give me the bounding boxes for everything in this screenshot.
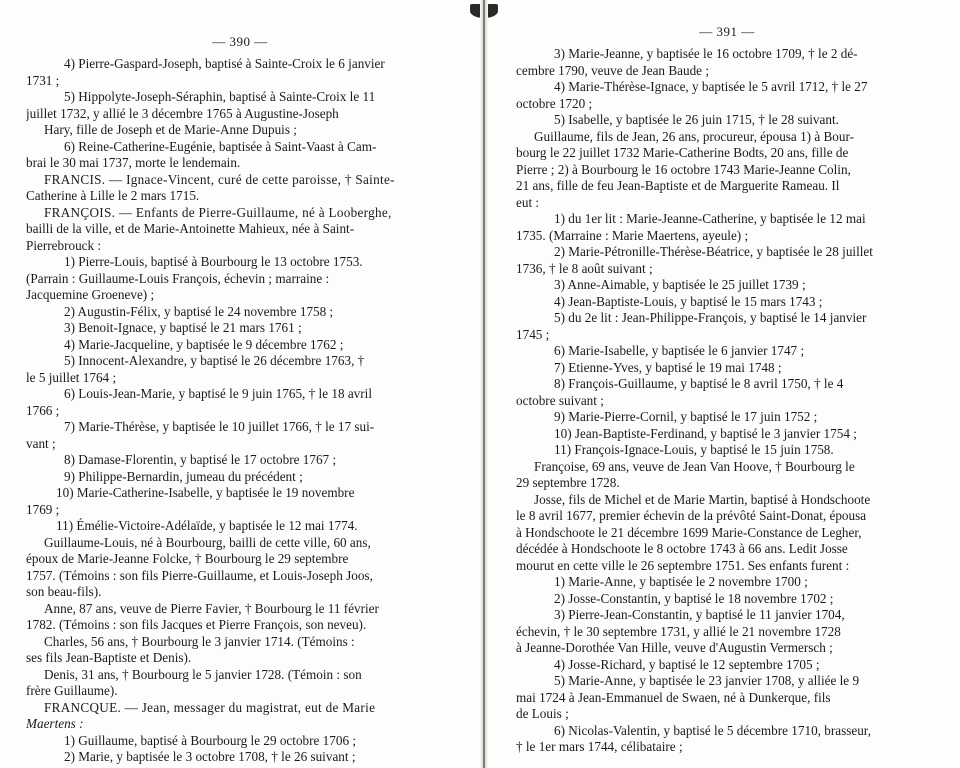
text-line: Catherine à Lille le 2 mars 1715. (26, 188, 200, 203)
text-line: eut : (516, 194, 540, 210)
text-line: mourut en cette ville le 26 septembre 1751. Ses enfants furent : (516, 557, 850, 573)
page-number-right: — 391 — (699, 24, 755, 39)
text-line: octobre suivant ; (516, 392, 604, 408)
text-line: cembre 1790, veuve de Jean Baude ; (516, 62, 709, 78)
text-line: 6) Reine-Catherine-Eugénie, baptisée à Saint-Vaast à Cam- (64, 138, 377, 154)
text-line: 5) Innocent-Alexandre, y baptisé le 26 décembre 1763, † (64, 353, 365, 368)
text-line: 5) du 2e lit : Jean-Philippe-François, y baptisé le 14 janvier (554, 310, 867, 325)
text-line: 3) Anne-Aimable, y baptisée le 25 juillet 1739 ; (554, 277, 806, 292)
text-line: FRANCQUE. — Jean, messager du magistrat, eut de Marie (44, 699, 376, 715)
text-line: Pierre ; 2) à Bourbourg le 16 octobre 1743 Marie-Jeanne Colin, (516, 161, 851, 177)
text-line: vant ; (26, 435, 56, 451)
text-line: 2) Marie-Pétronille-Thérèse-Béatrice, y baptisée le 28 juillet (554, 244, 873, 259)
text-line: 1) Pierre-Louis, baptisé à Bourbourg le 13 octobre 1753. (64, 254, 363, 269)
text-line: 1769 ; (26, 501, 60, 517)
text-line: 3) Benoit-Ignace, y baptisé le 21 mars 1761 ; (64, 320, 302, 335)
text-line: 1757. (Témoins : son fils Pierre-Guillaume, et Louis-Joseph Joos, (26, 567, 373, 583)
text-line: 7) Etienne-Yves, y baptisé le 19 mai 1748 ; (554, 359, 782, 375)
text-line: 1735. (Marraine : Marie Maertens, ayeule) ; (516, 227, 749, 243)
text-line: (Parrain : Guillaume-Louis François, échevin ; marraine : (26, 270, 330, 286)
text-line: 29 septembre 1728. (516, 475, 620, 490)
book-gutter (474, 0, 494, 768)
text-line: 5) Isabelle, y baptisée le 26 juin 1715, † le 28 suivant. (554, 112, 839, 127)
text-line: époux de Marie-Jeanne Folcke, † Bourbourg le 29 septembre (26, 551, 349, 566)
text-line: Pierrebrouck : (26, 237, 102, 253)
text-line: le 8 avril 1677, premier échevin de la prévôté Saint-Donat, épousa (516, 508, 867, 523)
text-line: 21 ans, fille de feu Jean-Baptiste et de Marguerite Rameau. Il (516, 178, 840, 193)
text-line: de Louis ; (516, 706, 569, 721)
text-line: 6) Marie-Isabelle, y baptisée le 6 janvier 1747 ; (554, 343, 805, 358)
text-line: brai le 30 mai 1737, morte le lendemain. (26, 155, 241, 170)
text-line: Guillaume-Louis, né à Bourbourg, bailli de cette ville, 60 ans, (44, 534, 371, 550)
text-line: 8) François-Guillaume, y baptisé le 8 avril 1750, † le 4 (554, 376, 844, 391)
text-line: 4) Jean-Baptiste-Louis, y baptisé le 15 mars 1743 ; (554, 293, 823, 309)
text-line: 9) Philippe-Bernardin, jumeau du précédent ; (64, 468, 303, 484)
text-line: 1745 ; (516, 326, 550, 342)
text-line: Hary, fille de Joseph et de Marie-Anne Dupuis ; (44, 122, 297, 137)
text-line: 1) Guillaume, baptisé à Bourbourg le 29 octobre 1706 ; (64, 732, 357, 748)
text-line: 1) du 1er lit : Marie-Jeanne-Catherine, y baptisée le 12 mai (554, 211, 866, 226)
text-line: 4) Marie-Jacqueline, y baptisée le 9 décembre 1762 ; (64, 336, 344, 352)
text-line: à Hondschoote le 21 décembre 1699 Marie-Constance de Legher, (516, 524, 862, 540)
text-line: mai 1724 à Jean-Emmanuel de Swaen, né à Dunkerque, fils (516, 689, 831, 705)
spine-shadow (480, 0, 488, 768)
text-line: 1766 ; (26, 402, 60, 418)
text-line: FRANCIS. — Ignace-Vincent, curé de cette paroisse, † Sainte- (44, 171, 395, 187)
text-line: le 5 juillet 1764 ; (26, 369, 117, 385)
text-line: 2) Marie, y baptisée le 3 octobre 1708, † le 26 suivant ; (64, 749, 356, 764)
text-line: 11) François-Ignace-Louis, y baptisé le 15 juin 1758. (554, 442, 834, 457)
text-line: 1782. (Témoins : son fils Jacques et Pierre François, son neveu). (26, 617, 367, 632)
text-line: Maertens : (26, 716, 84, 731)
text-line: son beau-fils). (26, 584, 102, 599)
text-line: à Jeanne-Dorothée Van Hille, veuve d'Augustin Vermersch ; (516, 640, 833, 655)
text-line: 10) Jean-Baptiste-Ferdinand, y baptisé le 3 janvier 1754 ; (554, 425, 857, 441)
text-line: Anne, 87 ans, veuve de Pierre Favier, † Bourbourg le 11 février (44, 600, 379, 616)
text-line: juillet 1732, y allié le 3 décembre 1765 à Augustine-Joseph (26, 105, 339, 121)
text-line: Jacquemine Groeneve) ; (26, 287, 155, 302)
text-line: octobre 1720 ; (516, 95, 593, 111)
text-line: 6) Louis-Jean-Marie, y baptisé le 9 juin 1765, † le 18 avril (64, 386, 373, 401)
text-line: ses fils Jean-Baptiste et Denis). (26, 650, 192, 665)
text-line: 8) Damase-Florentin, y baptisé le 17 octobre 1767 ; (64, 452, 337, 467)
left-page (0, 0, 474, 768)
text-line: frère Guillaume). (26, 683, 118, 698)
text-line: 5) Hippolyte-Joseph-Séraphin, baptisé à Sainte-Croix le 11 (64, 89, 376, 104)
text-line: Guillaume, fils de Jean, 26 ans, procureur, épousa 1) à Bour- (534, 128, 855, 144)
text-line: Charles, 56 ans, † Bourbourg le 3 janvier 1714. (Témoins : (44, 633, 355, 649)
text-line: échevin, † le 30 septembre 1731, y allié le 21 novembre 1728 (516, 623, 841, 639)
text-line: 2) Josse-Constantin, y baptisé le 18 novembre 1702 ; (554, 590, 834, 606)
text-line: 3) Marie-Jeanne, y baptisée le 16 octobre 1709, † le 2 dé- (554, 46, 858, 61)
text-line: Françoise, 69 ans, veuve de Jean Van Hoove, † Bourbourg le (534, 458, 855, 474)
right-text-block (516, 46, 938, 756)
text-line: 4) Marie-Thérèse-Ignace, y baptisée le 5 avril 1712, † le 27 (554, 79, 868, 94)
text-line: 2) Augustin-Félix, y baptisé le 24 novembre 1758 ; (64, 303, 334, 319)
text-line: 11) Émélie-Victoire-Adélaïde, y baptisée le 12 mai 1774. (56, 518, 358, 533)
text-line: 9) Marie-Pierre-Cornil, y baptisé le 17 juin 1752 ; (554, 409, 818, 424)
text-line: 1736, † le 8 août suivant ; (516, 260, 653, 276)
text-line: FRANÇOIS. — Enfants de Pierre-Guillaume, né à Looberghe, (44, 204, 392, 220)
text-line: 6) Nicolas-Valentin, y baptisé le 5 décembre 1710, brasseur, (554, 722, 871, 738)
text-line: 10) Marie-Catherine-Isabelle, y baptisée le 19 novembre (56, 485, 355, 500)
text-line: 4) Pierre-Gaspard-Joseph, baptisé à Sainte-Croix le 6 janvier (64, 56, 385, 71)
text-line: 1) Marie-Anne, y baptisée le 2 novembre 1700 ; (554, 574, 808, 589)
page-number-left: — 390 — (212, 34, 268, 49)
left-text-block (26, 56, 454, 766)
text-line: † le 1er mars 1744, célibataire ; (516, 739, 683, 754)
text-line: décédée à Hondschoote le 8 octobre 1743 à 66 ans. Ledit Josse (516, 541, 848, 556)
text-line: 3) Pierre-Jean-Constantin, y baptisé le 11 janvier 1704, (554, 607, 845, 622)
text-line: 1731 ; (26, 72, 60, 88)
text-line: bailli de la ville, et de Marie-Antoinette Mahieux, née à Saint- (26, 221, 355, 236)
text-line: bourg le 22 juillet 1732 Marie-Catherine Bodts, 20 ans, fille de (516, 145, 849, 160)
right-page (494, 0, 960, 768)
text-line: Denis, 31 ans, † Bourbourg le 5 janvier 1728. (Témoin : son (44, 666, 362, 682)
text-line: Josse, fils de Michel et de Marie Martin, baptisé à Hondschoote (534, 491, 871, 507)
text-line: 5) Marie-Anne, y baptisée le 23 janvier 1708, y alliée le 9 (554, 673, 860, 688)
text-line: 7) Marie-Thérèse, y baptisée le 10 juillet 1766, † le 17 sui- (64, 419, 375, 434)
text-line: 4) Josse-Richard, y baptisé le 12 septembre 1705 ; (554, 656, 820, 672)
